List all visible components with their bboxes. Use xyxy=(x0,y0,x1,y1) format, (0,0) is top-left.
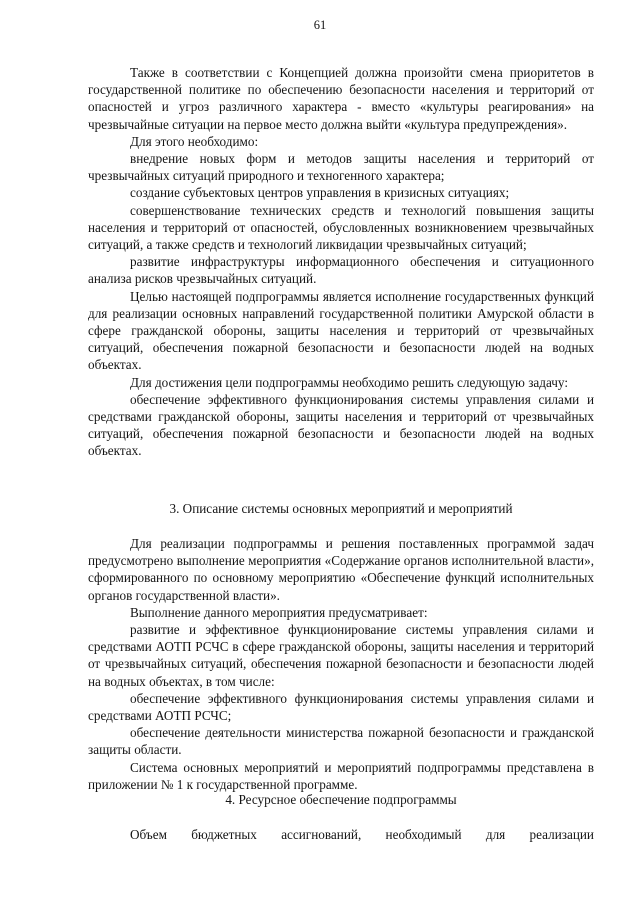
list-item: развитие и эффективное функционирование системы управления силами и средствами АОТП РСЧС в сфере гражданской обороны, защиты населения и территорий от чрезвычайных ситуаций, обеспечения пожарной безопасности и безопасности людей на водных объектах, в том числе: xyxy=(88,622,594,689)
list-item: совершенствование технических средств и технологий повышения защиты населения и территорий от опасностей, обусловленных возникновением чрезвычайных ситуаций, а также средств и технологий ликвидации чрезвычайных ситуаций; xyxy=(88,202,594,253)
section-intro xyxy=(88,64,594,460)
list-item: внедрение новых форм и методов защиты населения и территорий от чрезвычайных ситуаций природного и техногенного характера; xyxy=(88,151,594,184)
section-heading-3-wrap xyxy=(88,500,594,517)
paragraph: Выполнение данного мероприятия предусматривает: xyxy=(130,604,428,620)
paragraph: Для этого необходимо: xyxy=(130,133,259,149)
list-item: обеспечение деятельности министерства пожарной безопасности и гражданской защиты области. xyxy=(88,725,594,758)
section-heading: 4. Ресурсное обеспечение подпрограммы xyxy=(225,792,457,807)
paragraph: Система основных мероприятий и мероприятий подпрограммы представлена в приложении № 1 к государственной программе. xyxy=(88,759,594,792)
list-item: развитие инфраструктуры информационного обеспечения и ситуационного анализа рисков чрезвычайных ситуаций. xyxy=(88,254,594,287)
list-item: обеспечение эффективного функционирования системы управления силами и средствами гражданской обороны, защиты населения и территорий от чрезвычайных ситуаций, обеспечения пожарной безопасности и безопасности людей на водных объектах. xyxy=(88,391,594,459)
paragraph: Объем бюджетных ассигнований, необходимый для реализации xyxy=(130,827,594,842)
paragraph: Также в соответствии с Концепцией должна произойти смена приоритетов в государственной политике по обеспечению безопасности населения и территорий от опасностей и угроз различного характера - вместо «культуры реагирования» на чрезвычайные ситуации на первое место должна выйти «культура предупреждения». xyxy=(88,65,594,132)
page-number: 61 xyxy=(313,18,327,32)
list-item: обеспечение эффективного функционирования системы управления силами и средствами АОТП РСЧС; xyxy=(88,690,594,724)
section-4 xyxy=(88,826,594,843)
paragraph: Целью настоящей подпрограммы является исполнение государственных функций для реализации основных направлений государственной политики Амурской области в сфере гражданской обороны, защиты населения и территорий от чрезвычайных ситуаций, обеспечения пожарной безопасности и безопасности людей на водных объектах. xyxy=(88,288,594,373)
paragraph: Для реализации подпрограммы и решения поставленных программой задач предусмотрено выполнение мероприятия «Содержание органов исполнительной власти», сформированного по основному мероприятию «Обеспечение функций исполнительных органов государственной власти». xyxy=(88,536,594,603)
paragraph: Для достижения цели подпрограммы необходимо решить следующую задачу: xyxy=(130,374,569,390)
section-heading: 3. Описание системы основных мероприятий и мероприятий xyxy=(169,501,513,516)
section-heading-4-wrap xyxy=(88,791,594,808)
section-3 xyxy=(88,535,594,793)
list-item: создание субъектовых центров управления в кризисных ситуациях; xyxy=(130,185,510,201)
